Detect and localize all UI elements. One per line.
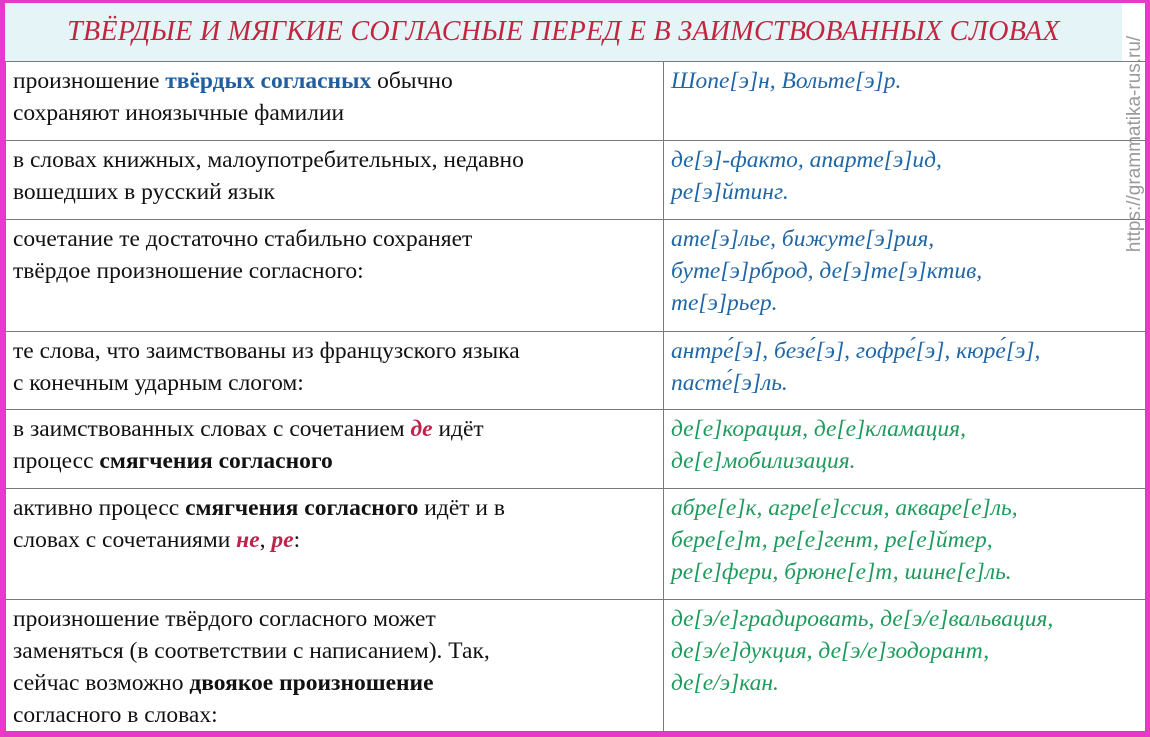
example-line: бере[е]т, ре[е]гент, ре[е]йтер, [671, 527, 993, 553]
example-cell [664, 220, 1146, 332]
rule-bold: смягчения согласного [99, 448, 333, 474]
example-cell [664, 489, 1146, 600]
rule-line [13, 492, 657, 524]
rule-red-accent: не [236, 527, 260, 553]
example-line: абре[е]к, агре[е]ссия, акваре[е]ль, [671, 495, 1018, 521]
rule-line: те слова, что заимствованы из французского языка [13, 338, 520, 364]
rules-table [5, 61, 1146, 732]
rule-text: , [259, 527, 272, 553]
example-line: де[э]-факто, апарте[э]ид, [671, 147, 942, 173]
example-line: Шопе[э]н, Вольте[э]р. [671, 68, 902, 94]
rule-cell [6, 220, 664, 332]
example-cell [664, 62, 1146, 141]
rule-line [13, 524, 657, 556]
rule-line: заменяться (в соответствии с написанием). Так, [13, 638, 490, 664]
table-row [6, 489, 1146, 600]
example-line: де[е]корация, де[е]кламация, [671, 416, 966, 442]
table-row [6, 600, 1146, 732]
example-line: де[э/е]градировать, де[э/е]вальвация, [671, 606, 1054, 632]
example-line: ате[э]лье, бижуте[э]рия, [671, 226, 935, 252]
rule-text: процесс [13, 448, 100, 474]
table-row [6, 332, 1146, 410]
rule-cell [6, 332, 664, 410]
watermark-text: https://grammatika-rus.ru/ [1124, 35, 1145, 253]
rule-cell [6, 141, 664, 220]
rule-text: обычно [371, 68, 453, 94]
table-row [6, 220, 1146, 332]
rule-text: словах с сочетаниями [13, 527, 237, 553]
table-row [6, 141, 1146, 220]
rule-line: сочетание те достаточно стабильно сохраняет [13, 226, 473, 252]
rule-text: : [293, 527, 301, 553]
example-line: антре́[э], безе́[э], гофре́[э], кюре́[э], [671, 338, 1041, 364]
rule-line [13, 667, 657, 699]
example-cell [664, 600, 1146, 732]
rule-line: сохраняют иноязычные фамилии [13, 100, 345, 126]
example-line: де[е]мобилизация. [671, 448, 856, 474]
rule-line: твёрдое произношение согласного: [13, 258, 364, 284]
table-row [6, 410, 1146, 489]
example-line: пасте́[э]ль. [671, 370, 788, 396]
rule-text: идёт и в [418, 495, 505, 521]
rule-line [13, 413, 657, 445]
rule-accent: твёрдых согласных [165, 68, 372, 94]
rule-red-accent: ре [271, 527, 294, 553]
example-line: ре[э]йтинг. [671, 179, 789, 205]
rule-cell [6, 489, 664, 600]
example-cell [664, 141, 1146, 220]
rule-line [13, 445, 657, 477]
rule-text: произношение [13, 68, 166, 94]
rule-line: с конечным ударным слогом: [13, 370, 304, 396]
example-cell [664, 332, 1146, 410]
rule-line [13, 65, 657, 97]
example-line: де[э/е]дукция, де[э/е]зодорант, [671, 638, 990, 664]
example-line: де[е/э]кан. [671, 670, 779, 696]
example-line: те[э]рьер. [671, 290, 778, 316]
rule-text: активно процесс [13, 495, 186, 521]
rule-line: вошедших в русский язык [13, 179, 275, 205]
example-line: ре[е]фери, брюне[е]т, шине[е]ль. [671, 559, 1012, 585]
rule-red-accent: де [410, 416, 433, 442]
rule-bold: двоякое произношение [189, 670, 434, 696]
rule-line: согласного в словах: [13, 702, 218, 728]
example-line: буте[э]рброд, де[э]те[э]ктив, [671, 258, 983, 284]
table-row [6, 62, 1146, 141]
rule-cell [6, 62, 664, 141]
example-cell [664, 410, 1146, 489]
rule-line: произношение твёрдого согласного может [13, 606, 436, 632]
rule-cell [6, 410, 664, 489]
rule-bold: смягчения согласного [185, 495, 419, 521]
rule-text: идёт [432, 416, 484, 442]
rule-text: в заимствованных словах с сочетанием [13, 416, 411, 442]
page-title: ТВЁРДЫЕ И МЯГКИЕ СОГЛАСНЫЕ ПЕРЕД Е В ЗАИМСТВОВАННЫХ СЛОВАХ [5, 3, 1122, 61]
rule-line: в словах книжных, малоупотребительных, недавно [13, 147, 524, 173]
rule-text: сейчас возможно [13, 670, 190, 696]
rule-cell [6, 600, 664, 732]
